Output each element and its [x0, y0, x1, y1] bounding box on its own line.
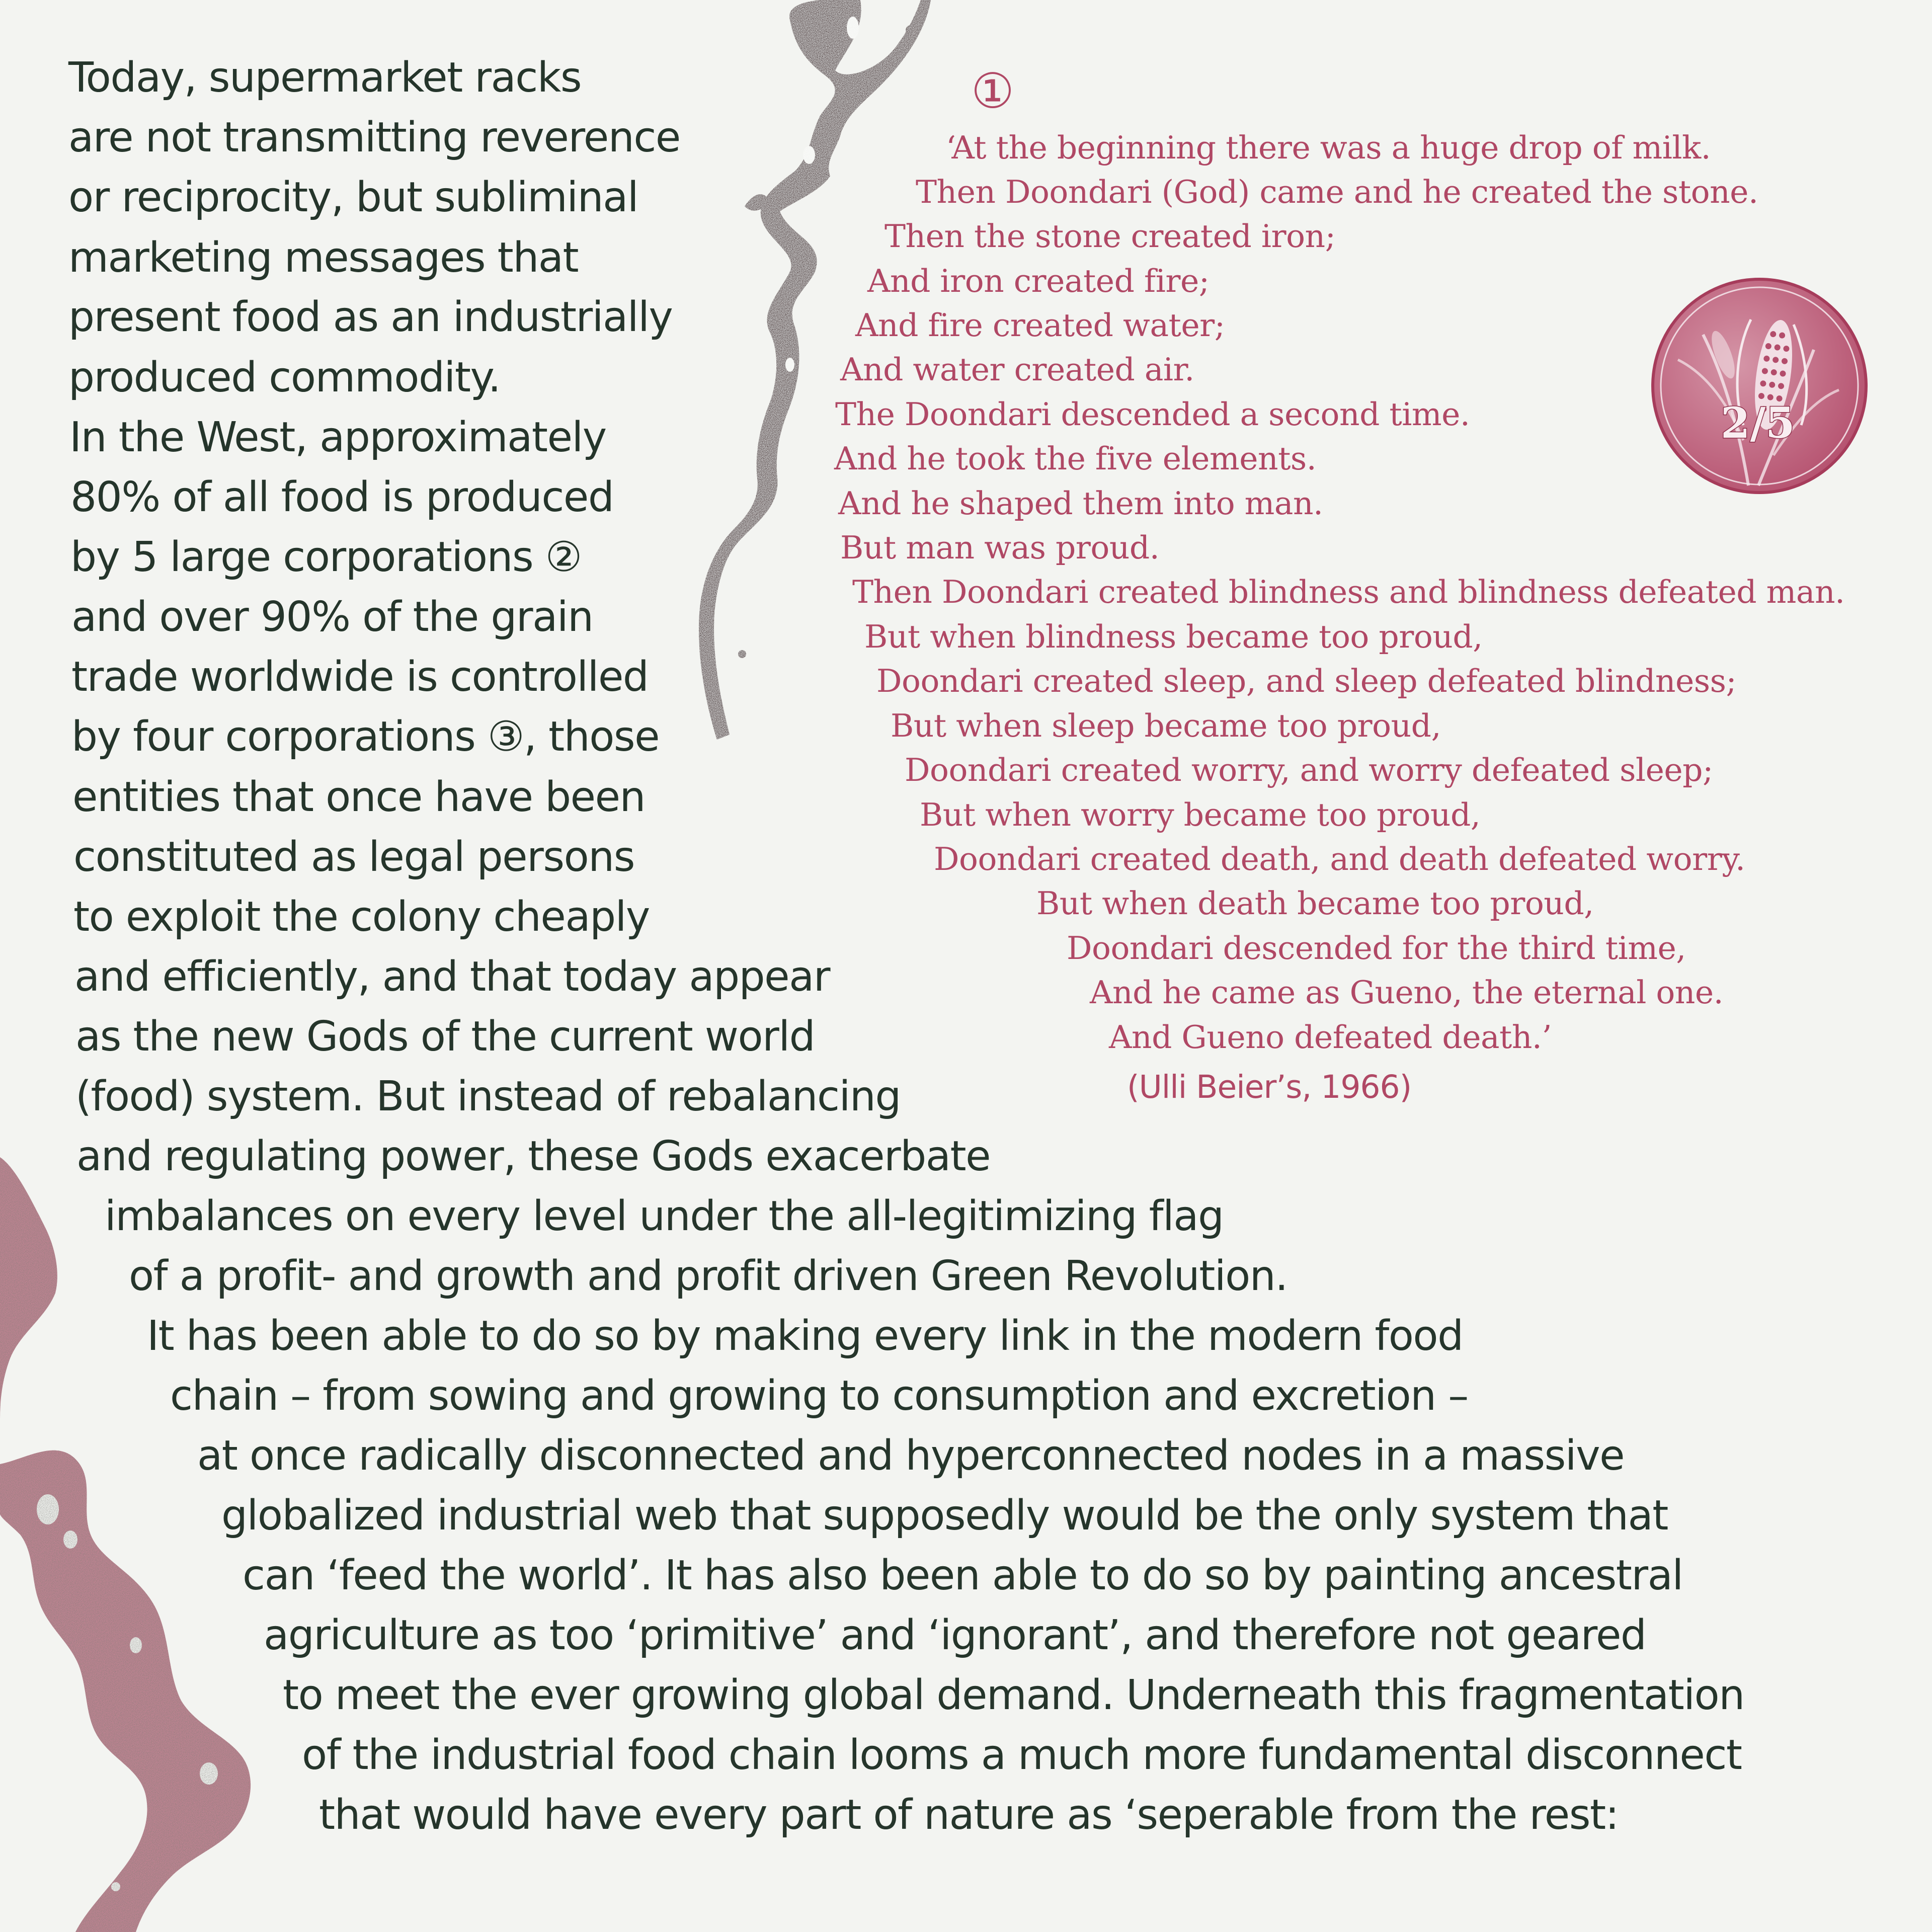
essay-line: that would have every part of nature as ‘seperable from the rest: [319, 1791, 1619, 1839]
poem-line: And Gueno defeated death.’ [1109, 1019, 1552, 1056]
essay-line: to exploit the colony cheaply [73, 893, 650, 941]
footnote-marker: ① [971, 63, 1015, 119]
essay-line: marketing messages that [68, 234, 579, 282]
poem-line: Doondari descended for the third time, [1067, 930, 1686, 967]
poem-citation: (Ulli Beier’s, 1966) [1127, 1069, 1412, 1105]
poem-line: Then Doondari created blindness and blindness defeated man. [852, 574, 1845, 610]
essay-line: present food as an industrially [68, 293, 673, 341]
essay-line: are not transmitting reverence [68, 114, 680, 162]
essay-line: or reciprocity, but subliminal [68, 174, 638, 221]
essay-line: It has been able to do so by making every link in the modern food [147, 1312, 1463, 1360]
poem-line: And water created air. [840, 351, 1194, 388]
poem-line: Doondari created sleep, and sleep defeated blindness; [876, 663, 1737, 699]
poem-line: Doondari created worry, and worry defeated sleep; [905, 752, 1713, 788]
poem-line: But when sleep became too proud, [891, 707, 1441, 744]
essay-line: 80% of all food is produced [70, 473, 614, 521]
essay-line: and efficiently, and that today appear [74, 953, 830, 1001]
poem-line: Doondari created death, and death defeated worry. [934, 841, 1745, 877]
poem-line: Then the stone created iron; [884, 218, 1336, 255]
essay-line: of a profit- and growth and profit driven Green Revolution. [129, 1252, 1287, 1300]
essay-line: constituted as legal persons [73, 833, 634, 881]
essay-line: as the new Gods of the current world [75, 1013, 815, 1061]
essay-line: of the industrial food chain looms a much more fundamental disconnect [302, 1731, 1742, 1779]
poem-line: And he came as Gueno, the eternal one. [1090, 974, 1724, 1011]
essay-line: agriculture as too ‘primitive’ and ‘ignorant’, and therefore not geared [264, 1612, 1646, 1659]
essay-line: entities that once have been [72, 773, 646, 821]
poem-line: But when death became too proud, [1036, 885, 1594, 922]
essay-line: to meet the ever growing global demand. Underneath this fragmentation [283, 1671, 1744, 1719]
essay-line: trade worldwide is controlled [71, 653, 649, 701]
poem-line: But when worry became too proud, [920, 796, 1481, 833]
poem-line: The Doondari descended a second time. [835, 396, 1470, 433]
essay-line: by four corporations ③, those [71, 713, 660, 761]
essay-line: imbalances on every level under the all-legitimizing flag [105, 1192, 1224, 1240]
essay-line: Today, supermarket racks [68, 54, 582, 102]
essay-line: and over 90% of the grain [71, 593, 593, 641]
essay-line: at once radically disconnected and hyperconnected nodes in a massive [197, 1432, 1625, 1480]
essay-line: produced commodity. [68, 354, 501, 401]
poem-line: And fire created water; [855, 307, 1225, 344]
essay-line: globalized industrial web that supposedly would be the only system that [221, 1492, 1668, 1540]
page-badge [1648, 274, 1872, 498]
essay-line: can ‘feed the world’. It has also been able to do so by painting ancestral [243, 1552, 1683, 1599]
essay-line: and regulating power, these Gods exacerbate [76, 1133, 991, 1180]
poem-line: Then Doondari (God) came and he created the stone. [916, 174, 1758, 210]
poem-line: But man was proud. [840, 529, 1160, 566]
essay-line: In the West, approximately [69, 414, 606, 461]
poem-line: But when blindness became too proud, [864, 618, 1483, 655]
poem-line: And he shaped them into man. [838, 485, 1323, 522]
poem-line: ‘At the beginning there was a huge drop of milk. [946, 129, 1711, 166]
essay-line: by 5 large corporations ② [70, 533, 582, 581]
essay-line: chain – from sowing and growing to consumption and excretion – [170, 1372, 1468, 1420]
poem-line: And he took the five elements. [834, 440, 1317, 477]
badge-label: 2/5 [1721, 398, 1795, 448]
poem-line: And iron created fire; [867, 263, 1210, 299]
essay-line: (food) system. But instead of rebalancing [75, 1073, 901, 1120]
